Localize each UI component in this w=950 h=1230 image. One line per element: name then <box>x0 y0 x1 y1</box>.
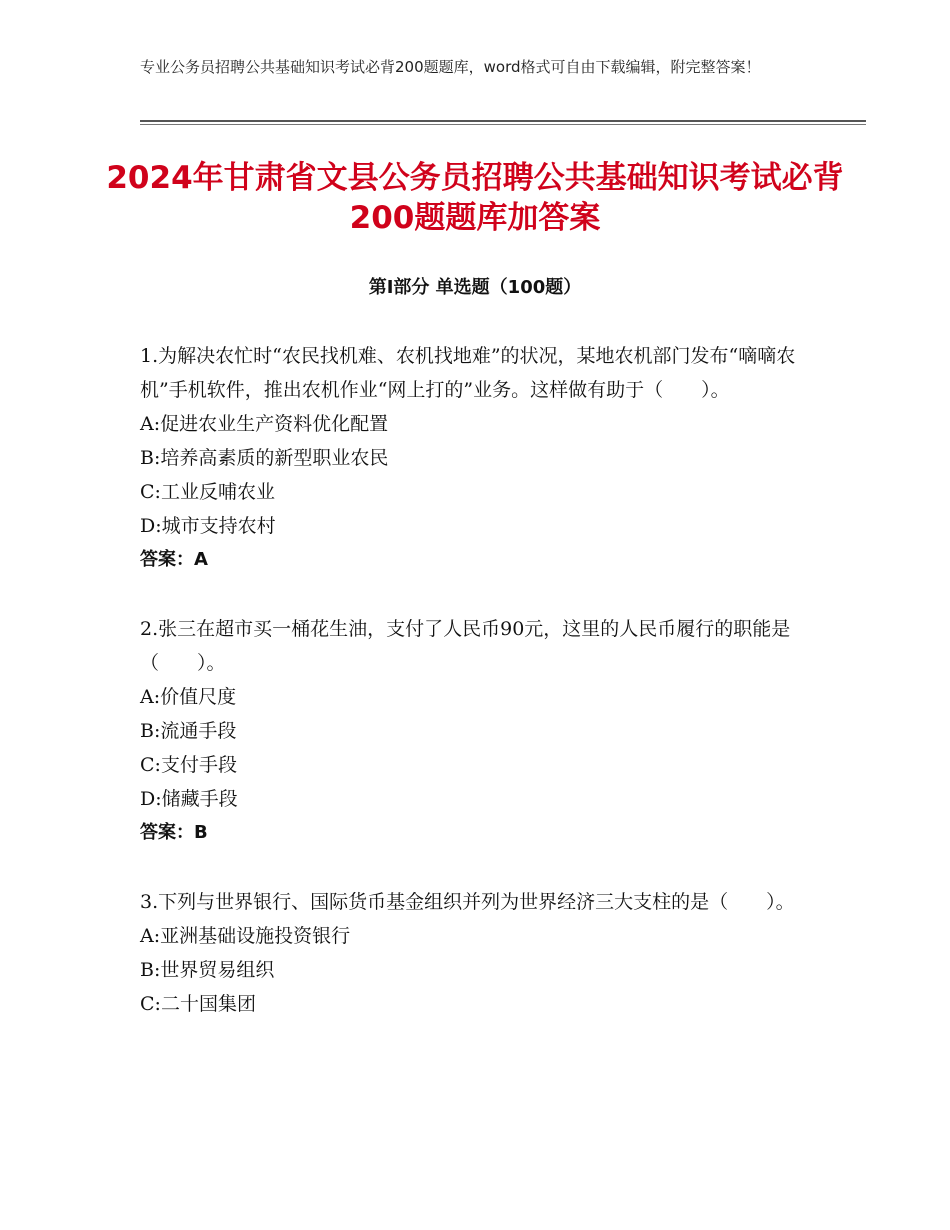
question-option-b: B:世界贸易组织 <box>140 959 275 981</box>
section-title: 第Ⅰ部分 单选题（100题） <box>368 277 582 298</box>
question-option-a: A:亚洲基础设施投资银行 <box>140 925 351 947</box>
question-3 <box>140 885 810 1021</box>
question-2 <box>140 612 810 850</box>
question-option-b: B:培养高素质的新型职业农民 <box>140 447 389 469</box>
header-divider-thick-line <box>140 120 866 122</box>
question-answer: 答案：A <box>140 549 208 570</box>
header-divider <box>140 120 866 125</box>
question-option-d: D:储藏手段 <box>140 788 238 810</box>
document-title: 2024年甘肃省文县公务员招聘公共基础知识考试必背200题题库加答案 <box>106 160 844 236</box>
question-stem: 2.张三在超市买一桶花生油，支付了人民币90元，这里的人民币履行的职能是（ ）。 <box>140 618 791 674</box>
question-answer: 答案：B <box>140 822 208 843</box>
question-stem: 1.为解决农忙时“农民找机难、农机找地难”的状况，某地农机部门发布“嘀嘀农机”手机软件，推出农机作业“网上打的”业务。这样做有助于（ ）。 <box>140 345 796 401</box>
question-list <box>140 339 810 1056</box>
question-option-d: D:城市支持农村 <box>140 515 276 537</box>
header-divider-thin-line <box>140 124 866 125</box>
question-option-c: C:工业反哺农业 <box>140 481 275 503</box>
question-option-b: B:流通手段 <box>140 720 237 742</box>
question-option-a: A:价值尺度 <box>140 686 237 708</box>
question-option-c: C:二十国集团 <box>140 993 256 1015</box>
question-option-a: A:促进农业生产资料优化配置 <box>140 413 389 435</box>
question-stem: 3.下列与世界银行、国际货币基金组织并列为世界经济三大支柱的是（ ）。 <box>140 891 795 913</box>
header-note: 专业公务员招聘公共基础知识考试必背200题题库，word格式可自由下载编辑，附完整答案！ <box>140 58 761 76</box>
question-option-c: C:支付手段 <box>140 754 237 776</box>
question-1 <box>140 339 810 577</box>
